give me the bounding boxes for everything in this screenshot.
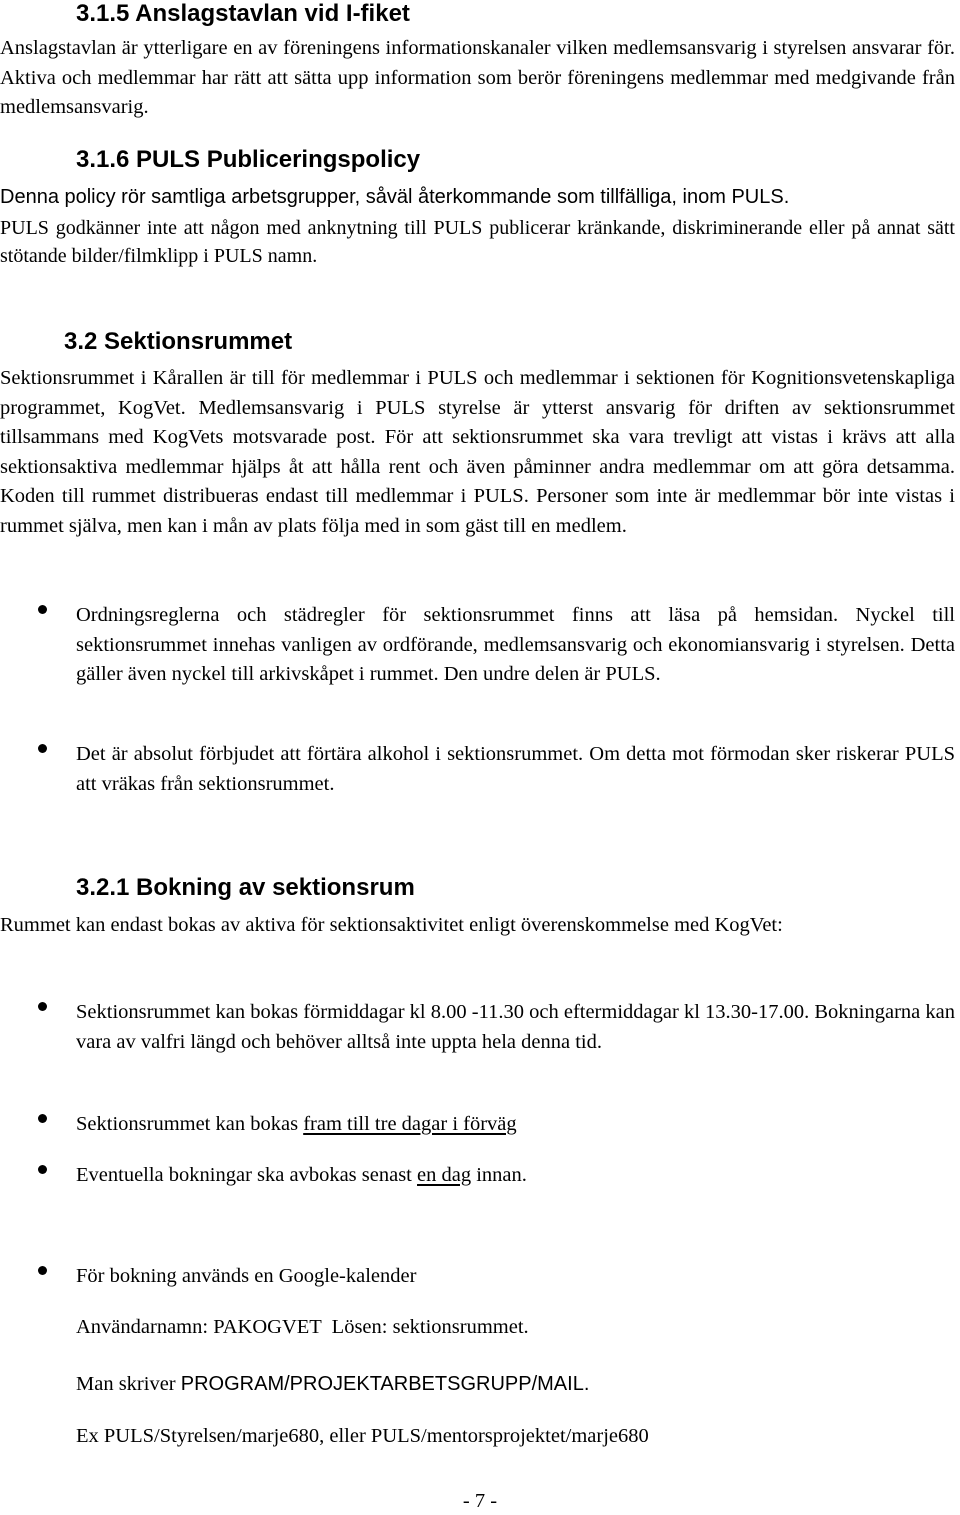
bullet-icon xyxy=(38,1114,47,1123)
bullet-icon xyxy=(38,1165,47,1174)
heading-bokning: 3.2.1 Bokning av sektionsrum xyxy=(76,874,415,901)
bullet-icon xyxy=(38,1266,47,1275)
list-item-text xyxy=(76,1110,955,1140)
login-password: Lösen: sektionsrummet. xyxy=(321,1316,529,1338)
bullet-icon xyxy=(38,605,47,614)
path-part-mail: MAIL. xyxy=(537,1373,590,1395)
login-line xyxy=(76,1313,529,1342)
paragraph-policy-scope xyxy=(0,183,955,212)
paragraph-anslagstavlan: Anslagstavlan är ytterligare en av föreningens informationskanaler vilken medlemsansvarig i styrelsen ansvarar för. Aktiva och medlemmar har rätt att sätta upp information som berör föreningens medlemmar med medgivande från medlemsansvarig. xyxy=(0,37,955,118)
paragraph-sektionsrummet: Sektionsrummet i Kårallen är till för medlemmar i PULS och medlemmar i sektionen för Kognitionsvetenskapliga programmet, KogVet. Medlemsansvarig i PULS styrelse är ytterst ansvarig för driften av sektionsrummet tillsammans med KogVets motsvarade post. För att sektionsrummet ska vara trevligt att vistas i krävs att alla sektionsaktiva medlemmar hjälps åt att hålla rent och även påminner andra medlemmar om att göra detsamma. Koden till rummet distribueras endast till medlemmar i PULS. Personer som inte är medlemmar bör inte vistas i rummet själva, men kan i mån av plats följa med in som gäst till en medlem. xyxy=(0,367,955,537)
page-number: - 7 - xyxy=(462,1490,498,1512)
policy-scope-text: Denna policy rör samtliga arbetsgrupper, såväl återkommande som tillfälliga, inom PULS. xyxy=(0,186,790,208)
path-slash: / xyxy=(531,1373,538,1395)
list-item-text: Ordningsreglerna och städregler för sektionsrummet finns att läsa på hemsidan. Nyckel till sektionsrummet innehas vanligen av ordförande, medlemsansvarig och ekonomiansvarig i styrelsen. Detta gäller även nyckel till arkivskåpet i rummet. Den undre delen är PULS. xyxy=(76,604,955,685)
path-part-projekt: PROJEKTARBETSGRUPP xyxy=(289,1373,532,1395)
forvag-prefix: Sektionsrummet kan bokas xyxy=(76,1113,304,1135)
avbokning-prefix: Eventuella bokningar ska avbokas senast xyxy=(76,1164,418,1186)
bullet-icon xyxy=(38,744,47,753)
bullet-icon xyxy=(38,1002,47,1011)
login-label: Användarnamn: xyxy=(76,1316,214,1338)
list-item-text: För bokning används en Google-kalender xyxy=(76,1265,417,1287)
example-line: Ex PULS/Styrelsen/marje680, eller PULS/mentorsprojektet/marje680 xyxy=(76,1425,649,1447)
paragraph-policy xyxy=(0,214,955,270)
login-user: PAKOGVET xyxy=(213,1316,322,1338)
avbokning-suffix: innan. xyxy=(471,1164,527,1186)
list-item-text: Sektionsrummet kan bokas förmiddagar kl 8.00 -11.30 och eftermiddagar kl 13.30-17.00. Bokningarna kan vara av valfri längd och behöver alltså inte uppta hela denna tid. xyxy=(76,1001,955,1053)
avbokning-underlined: en dag xyxy=(417,1164,472,1186)
policy-text: PULS godkänner inte att någon med anknytning till PULS publicerar kränkande, diskriminerande eller på annat sätt stötande bilder/filmklipp i PULS namn. xyxy=(0,217,955,267)
heading-anslagstavlan: 3.1.5 Anslagstavlan vid I-fiket xyxy=(76,0,410,27)
forvag-underlined: fram till tre dagar i förväg xyxy=(303,1113,517,1135)
paragraph-bokning: Rummet kan endast bokas av aktiva för sektionsaktivitet enligt överenskommelse med KogVet: xyxy=(0,914,783,936)
path-line xyxy=(76,1370,589,1399)
heading-publiceringspolicy: 3.1.6 PULS Publiceringspolicy xyxy=(76,146,421,173)
path-slash: / xyxy=(284,1373,290,1395)
path-part-program: PROGRAM xyxy=(180,1373,285,1395)
heading-sektionsrummet: 3.2 Sektionsrummet xyxy=(64,328,293,355)
list-item-text: Det är absolut förbjudet att förtära alkohol i sektionsrummet. Om detta mot förmodan sker riskerar PULS att vräkas från sektionsrummet. xyxy=(76,743,955,795)
list-item-text xyxy=(76,1161,955,1191)
path-label: Man skriver xyxy=(76,1373,181,1395)
